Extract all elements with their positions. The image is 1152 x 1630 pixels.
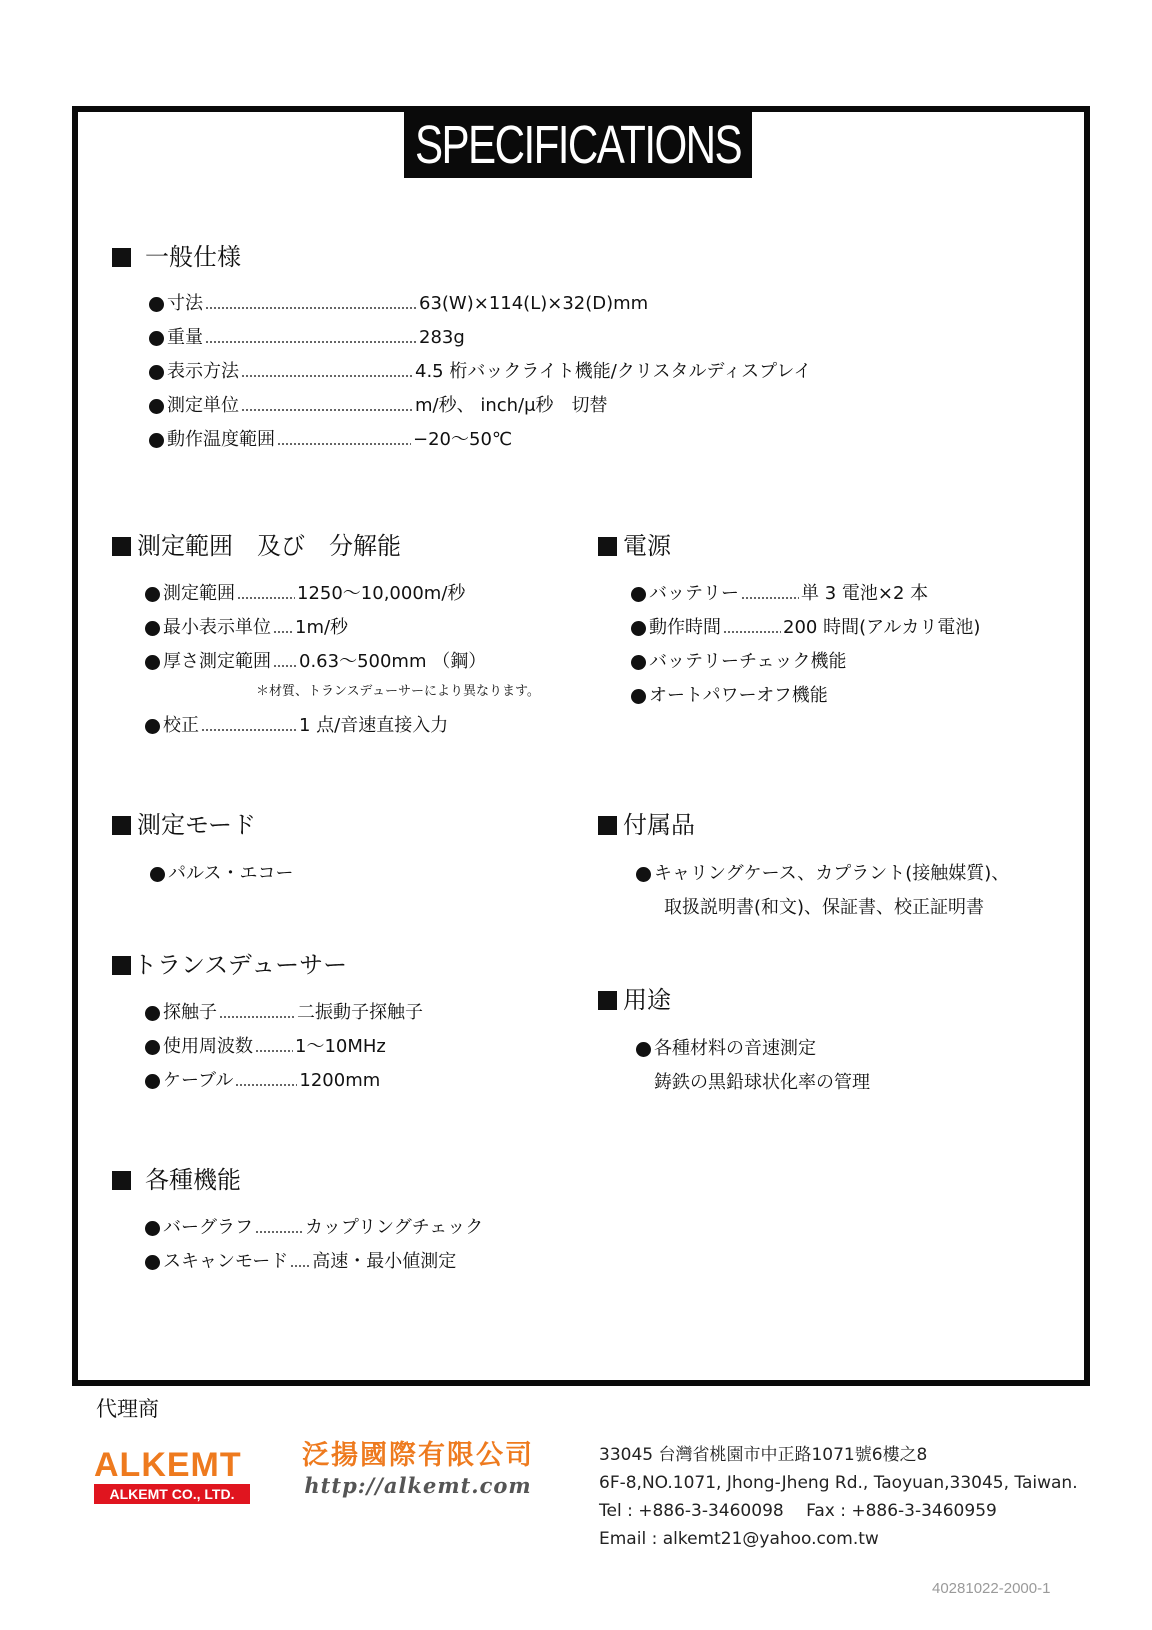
bullet-icon	[145, 621, 160, 636]
bullet-icon	[149, 365, 164, 380]
square-bullet-icon	[112, 1171, 131, 1190]
leader-dots	[201, 729, 297, 731]
spec-value: 200 時間(アルカリ電池)	[783, 617, 981, 638]
spec-item	[631, 679, 980, 713]
spec-item	[149, 423, 811, 457]
spec-value: 1200mm	[299, 1070, 381, 1091]
section-heading	[112, 1165, 483, 1195]
spec-item	[149, 287, 811, 321]
leader-dots	[255, 1050, 293, 1052]
spec-item	[636, 1032, 870, 1066]
spec-item	[149, 355, 811, 389]
spec-label: 測定単位	[167, 395, 239, 416]
company-block	[288, 1440, 548, 1500]
leader-dots	[237, 597, 295, 599]
address-english: 6F-8,NO.1071, Jhong-Jheng Rd., Taoyuan,33045, Taiwan.	[599, 1473, 1078, 1493]
section-heading-text: 用途	[623, 986, 671, 1014]
bullet-icon	[145, 1221, 160, 1236]
bullet-icon	[149, 399, 164, 414]
section-heading-text: 電源	[623, 532, 671, 560]
spec-label: 最小表示単位	[163, 617, 271, 638]
bullet-icon	[636, 1042, 651, 1057]
spec-item	[636, 857, 1009, 891]
section-general	[112, 242, 811, 457]
spec-label: 厚さ測定範囲	[163, 651, 271, 672]
square-bullet-icon	[112, 816, 131, 835]
leader-dots	[219, 1016, 295, 1018]
bullet-icon	[145, 587, 160, 602]
spec-item	[149, 321, 811, 355]
section-mode	[112, 810, 293, 891]
spec-continuation: 鋳鉄の黒鉛球状化率の管理	[654, 1072, 870, 1093]
spec-label: 探触子	[163, 1002, 217, 1023]
bullet-icon	[145, 1006, 160, 1021]
spec-item	[145, 1064, 423, 1098]
bullet-icon	[636, 867, 651, 882]
spec-item	[145, 645, 540, 679]
bullet-icon	[149, 297, 164, 312]
spec-item	[145, 996, 423, 1030]
spec-label: 測定範囲	[163, 583, 235, 604]
spec-label: ケーブル	[163, 1070, 234, 1091]
logo-subtitle: ALKEMT CO., LTD.	[94, 1484, 250, 1504]
spec-label: オートパワーオフ機能	[649, 685, 828, 706]
section-heading-text: トランスデューサー	[133, 951, 348, 979]
bullet-icon	[150, 867, 165, 882]
spec-value: 1250〜10,000m/秒	[297, 583, 466, 604]
spec-value: 高速・最小値測定	[312, 1251, 457, 1272]
leader-dots	[723, 631, 781, 633]
square-bullet-icon	[598, 991, 617, 1010]
section-heading-text: 一般仕様	[145, 243, 241, 271]
spec-value: 1 点/音速直接入力	[299, 715, 449, 736]
leader-dots	[273, 665, 297, 667]
leader-dots	[741, 597, 799, 599]
leader-dots	[255, 1231, 303, 1233]
spec-item	[145, 1245, 483, 1279]
spec-value: 0.63〜500mm （鋼）	[299, 651, 487, 672]
square-bullet-icon	[112, 537, 131, 556]
spec-item	[145, 1030, 423, 1064]
spec-item	[145, 1211, 483, 1245]
bullet-icon	[145, 719, 160, 734]
spec-item	[149, 389, 811, 423]
leader-dots	[235, 1084, 297, 1086]
section-heading	[112, 531, 540, 561]
spec-label: 校正	[163, 715, 199, 736]
spec-item	[145, 577, 540, 611]
tel-fax: Tel : +886-3-3460098 Fax : +886-3-3460959	[599, 1501, 997, 1521]
spec-value: −20〜50℃	[413, 429, 513, 450]
spec-value: 63(W)×114(L)×32(D)mm	[419, 293, 649, 314]
section-heading	[112, 810, 293, 840]
company-website-link[interactable]: http://alkemt.com	[304, 1473, 532, 1498]
spec-label: 重量	[167, 327, 203, 348]
section-transducer	[112, 950, 423, 1098]
spec-item	[631, 577, 980, 611]
square-bullet-icon	[598, 537, 617, 556]
bullet-icon	[145, 655, 160, 670]
section-heading	[598, 531, 980, 561]
spec-item	[631, 645, 980, 679]
spec-label: 表示方法	[167, 361, 239, 382]
spec-label: バッテリー	[649, 583, 739, 604]
spec-value: 二振動子探触子	[297, 1002, 423, 1023]
bullet-icon	[631, 621, 646, 636]
bullet-icon	[631, 689, 646, 704]
spec-item	[145, 611, 540, 645]
section-heading-text: 測定範囲 及び 分解能	[137, 532, 401, 560]
footnote: ＊材質、トランスデューサーにより異なります。	[256, 684, 540, 699]
leader-dots	[241, 409, 413, 411]
leader-dots	[290, 1265, 310, 1267]
spec-item	[150, 857, 293, 891]
spec-label: スキャンモード	[163, 1251, 289, 1272]
page-title-text: SPECIFICATIONS	[414, 115, 742, 175]
spec-label: 寸法	[167, 293, 203, 314]
spec-label: 動作温度範囲	[167, 429, 275, 450]
email[interactable]: Email : alkemt21@yahoo.com.tw	[599, 1529, 879, 1549]
spec-label: バーグラフ	[163, 1217, 253, 1238]
spec-item	[145, 709, 540, 743]
spec-value: 単 3 電池×2 本	[801, 583, 929, 604]
section-functions	[112, 1165, 483, 1279]
spec-value: 4.5 桁バックライト機能/クリスタルディスプレイ	[415, 361, 812, 382]
document-number: 40281022-2000-1	[932, 1580, 1051, 1597]
spec-value: カップリングチェック	[305, 1217, 484, 1238]
bullet-icon	[145, 1074, 160, 1089]
square-bullet-icon	[112, 956, 131, 975]
spec-item	[631, 611, 980, 645]
bullet-icon	[631, 655, 646, 670]
spec-label: パルス・エコー	[168, 863, 294, 884]
section-heading	[112, 950, 423, 980]
spec-label: 動作時間	[649, 617, 721, 638]
section-heading	[598, 810, 1009, 840]
spec-label: 各種材料の音速測定	[654, 1038, 816, 1059]
bullet-icon	[149, 331, 164, 346]
section-heading-text: 各種機能	[145, 1166, 241, 1194]
agent-label: 代理商	[96, 1397, 159, 1421]
section-usage	[598, 985, 870, 1100]
section-heading	[112, 242, 811, 272]
spec-label: キャリングケース、カプラント(接触媒質)、	[654, 863, 1010, 884]
square-bullet-icon	[112, 248, 131, 267]
bullet-icon	[631, 587, 646, 602]
page-title	[404, 112, 752, 178]
section-accessories	[598, 810, 1009, 925]
section-heading	[598, 985, 870, 1015]
leader-dots	[205, 307, 417, 309]
logo-wordmark: ALKEMT	[94, 1446, 242, 1484]
leader-dots	[273, 631, 293, 633]
section-range	[112, 531, 540, 743]
square-bullet-icon	[598, 816, 617, 835]
alkemt-logo	[94, 1448, 250, 1504]
leader-dots	[241, 375, 413, 377]
spec-value: 1〜10MHz	[295, 1036, 386, 1057]
spec-value: 283g	[419, 327, 465, 348]
bullet-icon	[145, 1255, 160, 1270]
spec-value: 1m/秒	[295, 617, 349, 638]
leader-dots	[277, 443, 411, 445]
spec-value: m/秒、 inch/μ秒 切替	[415, 395, 608, 416]
section-power	[598, 531, 980, 713]
address-chinese: 33045 台灣省桃園市中正路1071號6樓之8	[599, 1445, 928, 1465]
company-name: 泛揚國際有限公司	[302, 1440, 534, 1471]
bullet-icon	[145, 1040, 160, 1055]
contact-block	[599, 1441, 1078, 1553]
spec-label: バッテリーチェック機能	[649, 651, 847, 672]
section-heading-text: 付属品	[623, 811, 695, 839]
bullet-icon	[149, 433, 164, 448]
spec-label: 使用周波数	[163, 1036, 253, 1057]
spec-continuation: 取扱説明書(和文)、保証書、校正証明書	[664, 897, 985, 918]
section-heading-text: 測定モード	[137, 811, 257, 839]
leader-dots	[205, 341, 417, 343]
